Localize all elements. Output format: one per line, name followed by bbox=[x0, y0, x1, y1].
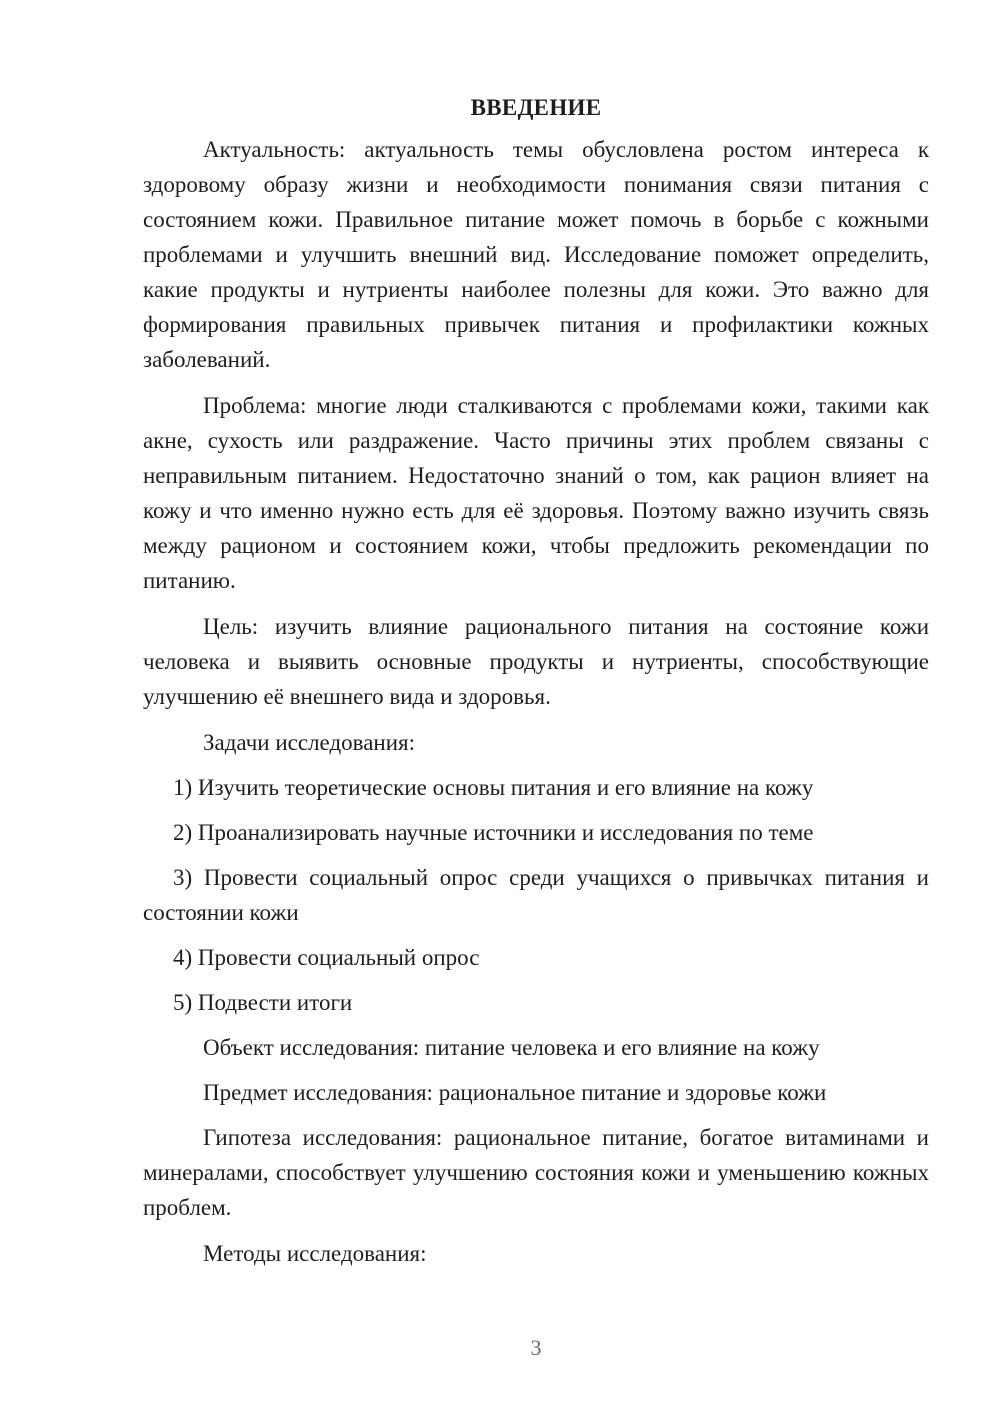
task-item-1: 1) Изучить теоретические основы питания и его влияние на кожу bbox=[173, 775, 814, 800]
task-item-3: 3) Провести социальный опрос среди учащихся о привычках питания и состоянии кожи bbox=[143, 865, 929, 925]
tasks-list bbox=[143, 770, 929, 1020]
relevance-paragraph: Актуальность: актуальность темы обусловлена ростом интереса к здоровому образу жизни и необходимости понимания связи питания с состоянием кожи. Правильное питание может помочь в борьбе с кожными проблемами и улучшить внешний вид. Исследование поможет определить, какие продукты и нутриенты наиболее полезны для кожи. Это важно для формирования правильных привычек питания и профилактики кожных заболеваний. bbox=[143, 137, 929, 372]
methods-heading: Методы исследования: bbox=[203, 1241, 427, 1266]
task-item-4: 4) Провести социальный опрос bbox=[173, 945, 480, 970]
page-number: 3 bbox=[530, 1335, 542, 1360]
document-body bbox=[143, 90, 929, 1281]
page-title: ВВЕДЕНИЕ bbox=[470, 95, 602, 120]
problem-paragraph: Проблема: многие люди сталкиваются с проблемами кожи, такими как акне, сухость или раздражение. Часто причины этих проблем связаны с неправильным питанием. Недостаточно знаний о том, как рацион влияет на кожу и что именно нужно есть для её здоровья. Поэтому важно изучить связь между рационом и состоянием кожи, чтобы предложить рекомендации по питанию. bbox=[143, 393, 929, 593]
task-item-2: 2) Проанализировать научные источники и исследования по теме bbox=[173, 820, 814, 845]
goal-paragraph: Цель: изучить влияние рационального питания на состояние кожи человека и выявить основные продукты и нутриенты, способствующие улучшению её внешнего вида и здоровья. bbox=[143, 614, 929, 709]
subject-paragraph: Предмет исследования: рациональное питание и здоровье кожи bbox=[203, 1080, 827, 1105]
task-item-5: 5) Подвести итоги bbox=[173, 990, 353, 1015]
tasks-heading: Задачи исследования: bbox=[203, 730, 416, 755]
object-paragraph: Объект исследования: питание человека и его влияние на кожу bbox=[203, 1035, 820, 1060]
hypothesis-paragraph: Гипотеза исследования: рациональное питание, богатое витаминами и минералами, способствует улучшению состояния кожи и уменьшению кожных проблем. bbox=[143, 1125, 929, 1220]
